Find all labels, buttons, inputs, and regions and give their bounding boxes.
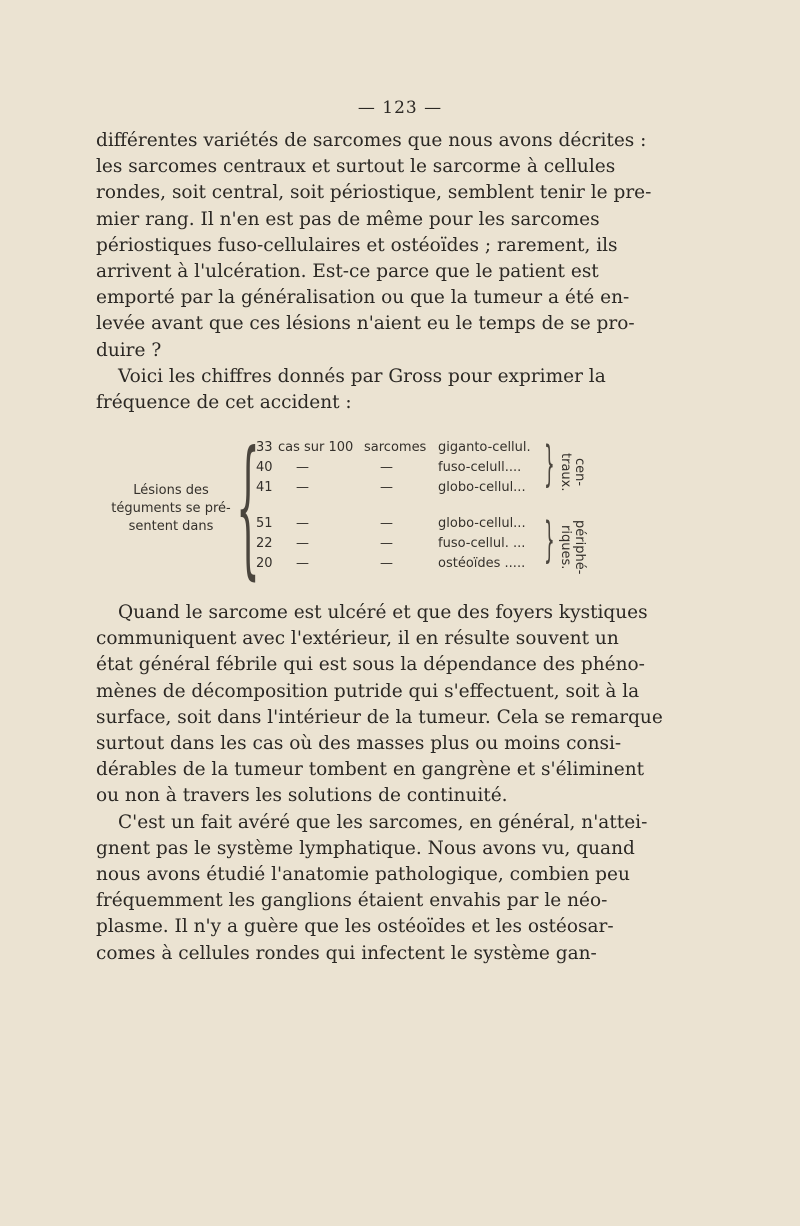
- table-row: [256, 516, 576, 536]
- table-row: [256, 480, 576, 500]
- group-label-line: riques.: [558, 524, 573, 570]
- text-line: ou non à travers les solutions de continuité.: [96, 785, 508, 807]
- group-label-line: cen-: [572, 457, 587, 487]
- cell-type: giganto-cellul.: [438, 440, 531, 455]
- cell-cases: —: [296, 460, 309, 475]
- cell-cases: —: [296, 516, 309, 531]
- cell-sarcomes: —: [380, 480, 393, 495]
- text-line: gnent pas le système lymphatique. Nous avons vu, quand: [96, 837, 635, 859]
- cell-cases: —: [296, 536, 309, 551]
- group-label-line: traux.: [558, 452, 573, 492]
- text-line: surface, soit dans l'intérieur de la tumeur. Cela se remarque: [96, 706, 663, 728]
- cell-type: ostéoïdes .....: [438, 556, 526, 571]
- text-line: duire ?: [96, 339, 162, 361]
- statistics-table: [96, 420, 596, 594]
- cell-cases: —: [296, 480, 309, 495]
- text-line: arrivent à l'ulcération. Est-ce parce que le patient est: [96, 261, 599, 283]
- cell-sarcomes: sarcomes: [364, 440, 427, 455]
- cell-sarcomes: —: [380, 516, 393, 531]
- side-label-line: Lésions des: [133, 483, 209, 498]
- text-line: surtout dans les cas où des masses plus ou moins consi-: [96, 733, 622, 755]
- text-line: levée avant que ces lésions n'aient eu le temps de se pro-: [96, 313, 635, 335]
- table-row: [256, 556, 576, 576]
- text-line: rondes, soit central, soit périostique, semblent tenir le pre-: [96, 182, 652, 204]
- text-line: fréquemment les ganglions étaient envahis par le néo-: [96, 890, 608, 912]
- text-line: dérables de la tumeur tombent en gangrène et s'éliminent: [96, 759, 645, 781]
- cell-sarcomes: —: [380, 460, 393, 475]
- left-brace: {: [236, 420, 260, 594]
- cell-number: 20: [256, 556, 273, 571]
- text-line: comes à cellules rondes qui infectent le système gan-: [96, 942, 597, 964]
- text-line: communiquent avec l'extérieur, il en résulte souvent un: [96, 628, 619, 650]
- group-label-line: périphé-: [572, 519, 587, 575]
- cell-sarcomes: —: [380, 556, 393, 571]
- text-line: état général fébrile qui est sous la dépendance des phéno-: [96, 654, 645, 676]
- group-label-peripheriques: [558, 516, 586, 578]
- text-line: périostiques fuso-cellulaires et ostéoïdes ; rarement, ils: [96, 234, 618, 256]
- table-row: [256, 460, 576, 480]
- text-line: les sarcomes centraux et surtout le sarcorme à cellules: [96, 156, 616, 178]
- cell-number: 40: [256, 460, 273, 475]
- text-line: nous avons étudié l'anatomie pathologique, combien peu: [96, 864, 630, 886]
- right-brace: }: [544, 512, 555, 568]
- paragraph-1: [96, 128, 652, 416]
- table-side-label: [96, 482, 246, 536]
- cell-type: fuso-celull....: [438, 460, 522, 475]
- cell-number: 41: [256, 480, 273, 495]
- side-label-line: sentent dans: [128, 519, 214, 534]
- cell-number: 33: [256, 440, 273, 455]
- cell-cases: —: [296, 556, 309, 571]
- text-line: C'est un fait avéré que les sarcomes, en général, n'attei-: [118, 811, 648, 833]
- page-number: — 123 —: [357, 98, 443, 118]
- cell-type: globo-cellul...: [438, 516, 526, 531]
- cell-number: 51: [256, 516, 273, 531]
- cell-type: globo-cellul...: [438, 480, 526, 495]
- side-label-line: téguments se pré-: [111, 501, 231, 516]
- text-line: fréquence de cet accident :: [96, 392, 352, 414]
- table-row: [256, 440, 576, 460]
- table-row: [256, 536, 576, 556]
- text-line: Quand le sarcome est ulcéré et que des foyers kystiques: [118, 602, 648, 623]
- group-label-centraux: [558, 444, 586, 500]
- paragraph-2: [96, 600, 663, 967]
- cell-type: fuso-cellul. ...: [438, 536, 526, 551]
- text-line: différentes variétés de sarcomes que nous avons décrites :: [96, 130, 647, 151]
- cell-number: 22: [256, 536, 273, 551]
- text-line: emporté par la généralisation ou que la tumeur a été en-: [96, 287, 630, 309]
- cell-sarcomes: —: [380, 536, 393, 551]
- text-line: mier rang. Il n'en est pas de même pour les sarcomes: [96, 208, 600, 230]
- cell-cases: cas sur 100: [278, 440, 354, 455]
- text-line: mènes de décomposition putride qui s'effectuent, soit à la: [96, 680, 640, 702]
- text-line: Voici les chiffres donnés par Gross pour exprimer la: [118, 365, 606, 387]
- text-line: plasme. Il n'y a guère que les ostéoïdes et les ostéosar-: [96, 916, 614, 938]
- right-brace: }: [544, 436, 555, 492]
